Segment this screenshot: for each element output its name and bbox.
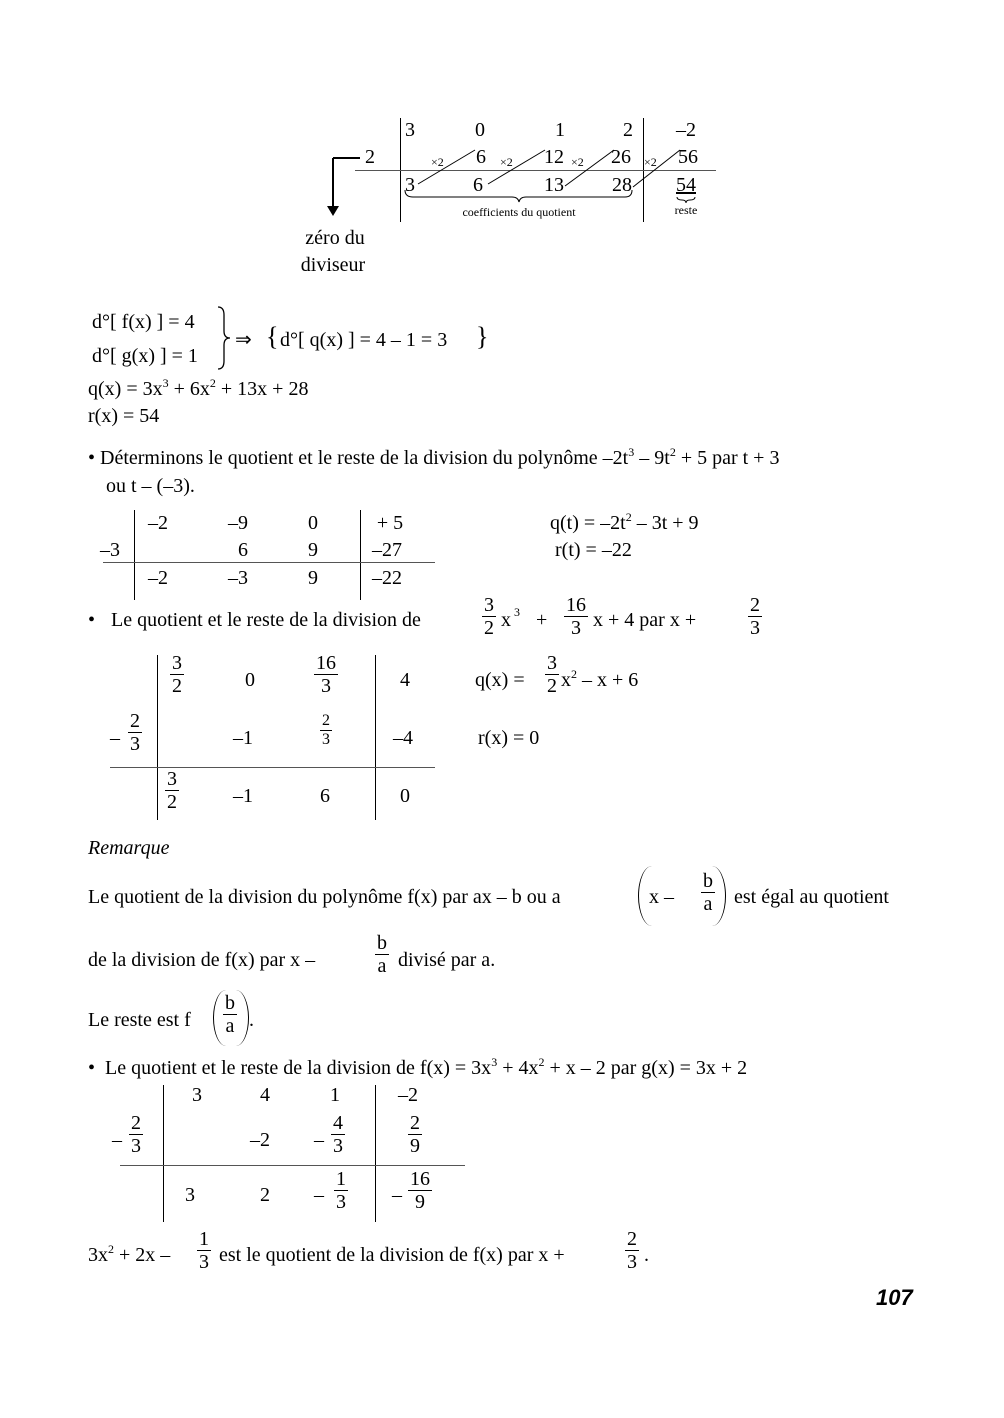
math-text: a <box>377 955 387 977</box>
cell: 13 <box>544 174 564 196</box>
math-text: –2 <box>250 1129 270 1151</box>
math-text: a <box>225 1015 235 1037</box>
degree-g: d°[ g(x) ] = 1 <box>92 345 198 367</box>
math-text: 2 <box>322 712 330 729</box>
math-text: q(x) = 3x <box>88 378 163 400</box>
math-text: • <box>88 447 96 469</box>
cell: 0 <box>475 119 485 141</box>
math-text: 3 <box>571 617 581 639</box>
cell: 12 <box>544 146 564 168</box>
zero-label: zéro du <box>305 227 365 249</box>
bullet-4 <box>88 1056 747 1080</box>
math-text: x + 4 par x + <box>593 609 697 631</box>
math-text <box>488 150 545 184</box>
math-text: 3 <box>333 1135 343 1157</box>
cell: 6 <box>238 539 248 561</box>
math-text: 2 <box>538 1055 545 1069</box>
math-text: est égal au quotient <box>734 886 889 908</box>
brace: } <box>476 322 489 351</box>
divider <box>375 655 376 820</box>
cell: 2 <box>623 119 633 141</box>
math-text <box>218 307 230 369</box>
math-text: 2 <box>209 376 216 390</box>
math-text: b <box>377 932 387 954</box>
quotient-1 <box>88 377 308 401</box>
mult-label: ×2 <box>571 155 584 169</box>
math-text: 3 <box>185 1184 195 1206</box>
math-text: 3 <box>491 1055 498 1069</box>
math-text: 3 <box>627 1251 637 1273</box>
math-text: x <box>561 669 571 691</box>
cell: 26 <box>611 146 631 168</box>
divider <box>163 1085 164 1222</box>
fraction <box>223 992 237 1037</box>
fraction <box>314 652 338 697</box>
math-text: 3 <box>130 733 140 755</box>
cell: –9 <box>228 512 248 534</box>
cell: –22 <box>372 567 402 589</box>
cell: –27 <box>372 539 402 561</box>
math-text: 3x <box>88 1244 108 1266</box>
math-text: + 13x + 28 <box>215 378 309 400</box>
math-text: 2 <box>260 1184 270 1206</box>
math-text: 3 <box>199 1251 209 1273</box>
remainder-3: r(x) = 0 <box>478 727 540 749</box>
math-text: 2 <box>750 594 760 616</box>
math-text <box>405 190 632 202</box>
divider <box>375 1085 376 1222</box>
math-text: 0 <box>400 785 410 807</box>
math-text: 3 <box>547 652 557 674</box>
remark-title: Remarque <box>88 837 170 859</box>
math-text: 2 <box>131 1112 141 1134</box>
math-text: 3 <box>750 617 760 639</box>
math-text: 2 <box>669 445 676 459</box>
math-text: 3 <box>192 1084 202 1106</box>
cell: 9 <box>308 539 318 561</box>
math-text: q(x) = <box>475 669 525 691</box>
math-text: –4 <box>393 727 413 749</box>
fraction <box>375 932 389 977</box>
math-text: de la division de f(x) par x – <box>88 949 316 971</box>
reste-label: reste <box>674 203 698 217</box>
math-text: 3 <box>322 731 330 748</box>
implies-icon: ⇒ <box>235 329 252 351</box>
math-text: x – <box>649 886 674 908</box>
math-text: Déterminons le quotient et le reste de la division du polynôme –2t <box>100 447 629 469</box>
math-text: – <box>392 1184 402 1206</box>
math-text: 2 <box>172 675 182 697</box>
math-text: 16 <box>316 652 336 674</box>
cell: 56 <box>678 146 698 168</box>
math-text: 16 <box>410 1168 430 1190</box>
math-text: . <box>644 1244 649 1266</box>
divider <box>134 510 135 600</box>
math-text: Le quotient et le reste de la division de f(x) = 3x <box>105 1057 492 1079</box>
divider <box>360 510 361 600</box>
cell: 1 <box>555 119 565 141</box>
bullet-2-line2: ou t – (–3). <box>106 475 195 497</box>
math-text: 4 <box>260 1084 270 1106</box>
fraction <box>128 710 142 755</box>
math-text: 2 <box>108 1242 114 1256</box>
cell: 6 <box>473 174 483 196</box>
math-text: a <box>703 893 713 915</box>
math-text: + 5 par t + 3 <box>675 447 780 469</box>
degree-f: d°[ f(x) ] = 4 <box>92 311 195 333</box>
divider <box>110 767 435 768</box>
math-text: 2 <box>167 791 177 813</box>
math-text: 1 <box>330 1084 340 1106</box>
fraction <box>408 1168 432 1213</box>
fraction <box>331 1112 345 1157</box>
mult-label: ×2 <box>644 155 657 169</box>
divider <box>157 655 158 820</box>
horner-arrows <box>0 0 1004 300</box>
math-text: Le reste est f <box>88 1009 191 1031</box>
math-text: –2 <box>398 1084 418 1106</box>
brace-label: coefficients du quotient <box>462 205 576 219</box>
math-text <box>677 197 695 203</box>
math-text: – <box>110 727 120 749</box>
fraction <box>564 594 588 639</box>
cell: –2 <box>148 512 168 534</box>
math-text: – <box>112 1129 122 1151</box>
cell: 9 <box>308 567 318 589</box>
math-text: . <box>249 1009 254 1031</box>
math-text <box>565 150 614 186</box>
math-text: b <box>225 992 235 1014</box>
math-text: 3 <box>514 605 520 619</box>
math-text: 16 <box>566 594 586 616</box>
fraction <box>197 1228 211 1273</box>
math-text: • <box>88 1057 96 1079</box>
cell: –3 <box>228 567 248 589</box>
divider <box>103 562 435 563</box>
quotient-2 <box>550 511 699 535</box>
cell: 3 <box>405 174 415 196</box>
remainder-2: r(t) = –22 <box>555 539 632 561</box>
math-text: + x – 2 par g(x) = 3x + 2 <box>544 1057 748 1079</box>
cell: 0 <box>308 512 318 534</box>
right-brace-icon <box>214 305 234 371</box>
math-text: 3 <box>172 652 182 674</box>
math-text: – <box>314 1129 324 1151</box>
math-text: 4 <box>400 669 410 691</box>
fraction <box>748 594 762 639</box>
math-text: 6 <box>320 785 330 807</box>
math-text: 3 <box>162 376 169 390</box>
cell: 6 <box>476 146 486 168</box>
math-text: 9 <box>410 1135 420 1157</box>
math-text: + <box>536 609 548 631</box>
math-text: + 6x <box>168 378 210 400</box>
math-text: x <box>501 609 511 631</box>
cell: + 5 <box>376 512 404 534</box>
math-text <box>418 150 475 184</box>
math-text: – 9t <box>634 447 670 469</box>
fraction <box>701 870 715 915</box>
math-text: 2 <box>625 510 632 524</box>
math-text: – <box>314 1184 324 1206</box>
math-text: + 4x <box>497 1057 539 1079</box>
math-text: est le quotient de la division de f(x) par x + <box>219 1244 565 1266</box>
fraction <box>545 652 559 697</box>
math-text: • <box>88 609 96 631</box>
zero-label: diviseur <box>300 254 366 276</box>
divisor: 2 <box>365 146 375 168</box>
divisor: –3 <box>100 539 120 561</box>
math-text <box>633 150 680 187</box>
math-text: 3 <box>167 768 177 790</box>
math-text: – x + 6 <box>577 669 639 691</box>
math-text: 3 <box>131 1135 141 1157</box>
divider <box>120 1165 465 1166</box>
math-text: 1 <box>199 1228 209 1250</box>
math-text: 4 <box>333 1112 343 1134</box>
math-text: b <box>703 870 713 892</box>
math-text <box>561 668 638 692</box>
page-number: 107 <box>876 1285 913 1310</box>
math-text: 0 <box>245 669 255 691</box>
cell: –2 <box>676 119 696 141</box>
math-text: 2 <box>571 667 577 681</box>
cell: 3 <box>405 119 415 141</box>
math-text: 9 <box>415 1191 425 1213</box>
math-text <box>88 1243 170 1267</box>
fraction <box>320 712 332 749</box>
math-text: + 2x – <box>114 1244 171 1266</box>
mult-label: ×2 <box>431 155 444 169</box>
fraction <box>334 1168 348 1213</box>
math-text: 2 <box>547 675 557 697</box>
math-text: – 3t + 9 <box>631 512 699 534</box>
mult-label: ×2 <box>500 155 513 169</box>
bullet-2 <box>88 446 779 470</box>
math-text: 2 <box>410 1112 420 1134</box>
fraction <box>408 1112 422 1157</box>
math-text: 3 <box>336 1191 346 1213</box>
math-text: 3 <box>321 675 331 697</box>
math-text: 1 <box>336 1168 346 1190</box>
math-text: 2 <box>130 710 140 732</box>
math-text: Le quotient et le reste de la division de <box>111 609 421 631</box>
cell: –2 <box>148 567 168 589</box>
brace: { <box>266 322 279 351</box>
degree-q: d°[ q(x) ] = 4 – 1 = 3 <box>280 329 448 351</box>
math-text: –1 <box>233 727 253 749</box>
fraction <box>129 1112 143 1157</box>
math-text: 2 <box>484 617 494 639</box>
fraction <box>165 768 179 813</box>
math-text: Le quotient de la division du polynôme f(x) par ax – b ou a <box>88 886 561 908</box>
cell: 28 <box>612 174 632 196</box>
math-text: q(t) = –2t <box>550 512 626 534</box>
fraction <box>170 652 184 697</box>
fraction <box>482 594 496 639</box>
math-text: 3 <box>484 594 494 616</box>
math-text: 3 <box>628 445 635 459</box>
math-text: 2 <box>627 1228 637 1250</box>
fraction <box>625 1228 639 1273</box>
math-text: –1 <box>233 785 253 807</box>
math-text <box>333 150 695 208</box>
math-text: divisé par a. <box>398 949 496 971</box>
remainder: 54 <box>676 174 696 196</box>
arrow-down-icon <box>327 206 339 216</box>
remainder-1: r(x) = 54 <box>88 405 160 427</box>
